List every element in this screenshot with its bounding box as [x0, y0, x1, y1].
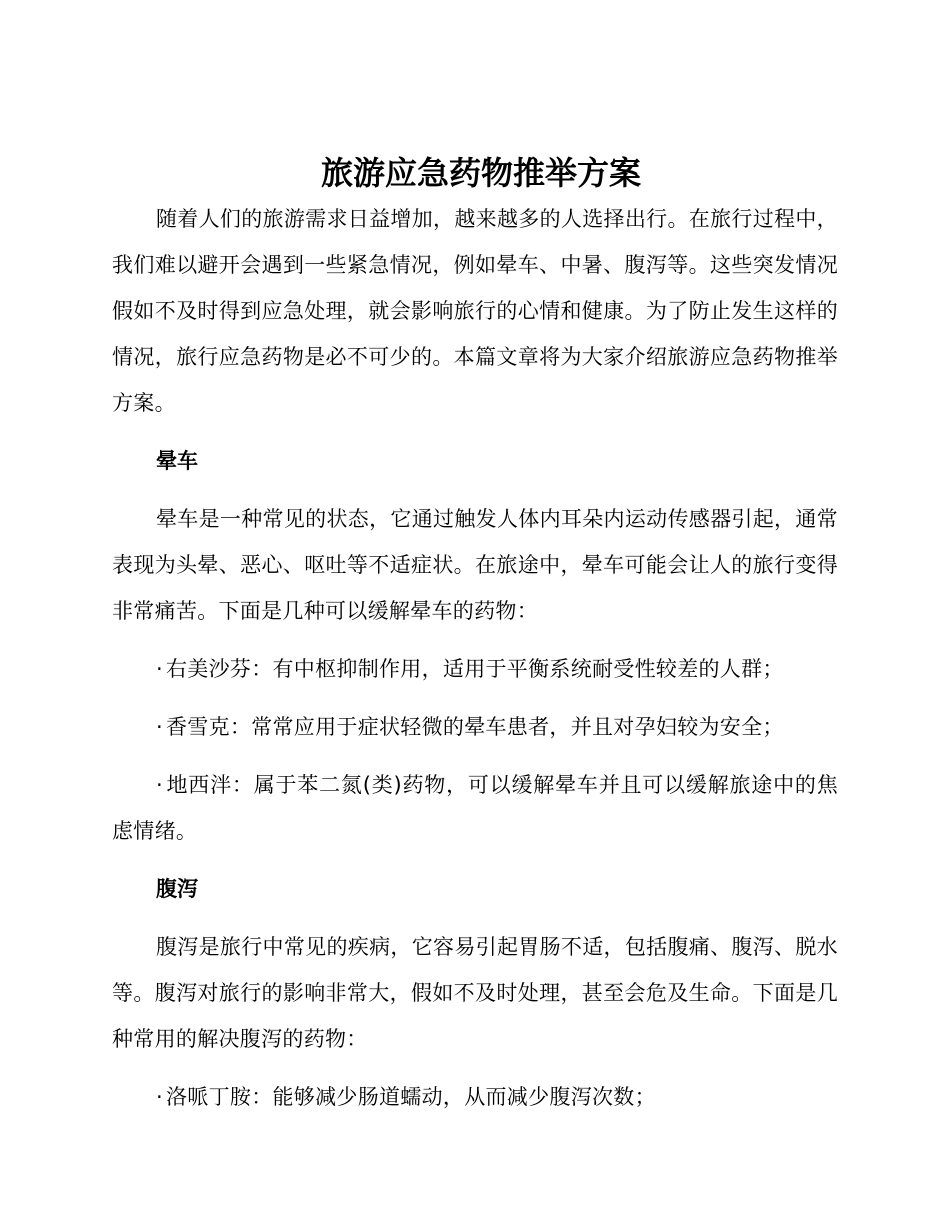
spacer: [112, 854, 838, 866]
bullet-mark: ·: [156, 773, 163, 797]
section-body-motion-sickness: 晕车是一种常见的状态，它通过触发人体内耳朵内运动传感器引起，通常表现为头晕、恶心、呕吐等不适症状。在旅途中，晕车可能会让人的旅行变得非常痛苦。下面是几种可以缓解晕车的药物：: [112, 507, 838, 623]
spacer: [112, 426, 838, 438]
bullet-mark: ·: [156, 1085, 163, 1109]
spacer: [112, 1062, 838, 1074]
bullet-text: 地西泮：属于苯二氮(类)药物，可以缓解晕车并且可以缓解旅途中的焦虑情绪。: [112, 773, 838, 843]
bullet-text: 右美沙芬：有中枢抑制作用，适用于平衡系统耐受性较差的人群；: [166, 657, 784, 681]
spacer: [112, 750, 838, 762]
bullet-item: [112, 762, 838, 854]
document-title: 旅游应急药物推举方案: [320, 154, 641, 192]
bullet-mark: ·: [156, 715, 163, 739]
bullet-item: [112, 1074, 838, 1120]
spacer: [112, 484, 838, 496]
section-body-diarrhea: 腹泻是旅行中常见的疾病，它容易引起胃肠不适，包括腹痛、腹泻、脱水等。腹泻对旅行的影响非常大，假如不及时处理，甚至会危及生命。下面是几种常用的解决腹泻的药物：: [112, 935, 838, 1051]
spacer: [112, 634, 838, 646]
intro-paragraph: 随着人们的旅游需求日益增加，越来越多的人选择出行。在旅行过程中，我们难以避开会遇到一些紧急情况，例如晕车、中暑、腹泻等。这些突发情况假如不及时得到应急处理，就会影响旅行的心情和健康。为了防止发生这样的情况，旅行应急药物是必不可少的。本篇文章将为大家介绍旅游应急药物推举方案。: [112, 207, 838, 415]
bullet-item: [112, 704, 838, 750]
document-page: [112, 150, 838, 1120]
spacer: [112, 912, 838, 924]
section-heading-diarrhea: 腹泻: [156, 877, 198, 901]
spacer: [112, 692, 838, 704]
bullet-mark: ·: [156, 657, 163, 681]
bullet-text: 洛哌丁胺：能够减少肠道蠕动，从而减少腹泻次数；: [166, 1085, 656, 1109]
bullet-text: 香雪克：常常应用于症状轻微的晕车患者，并且对孕妇较为安全；: [166, 715, 784, 739]
bullet-item: [112, 646, 838, 692]
section-heading-motion-sickness: 晕车: [156, 449, 198, 473]
